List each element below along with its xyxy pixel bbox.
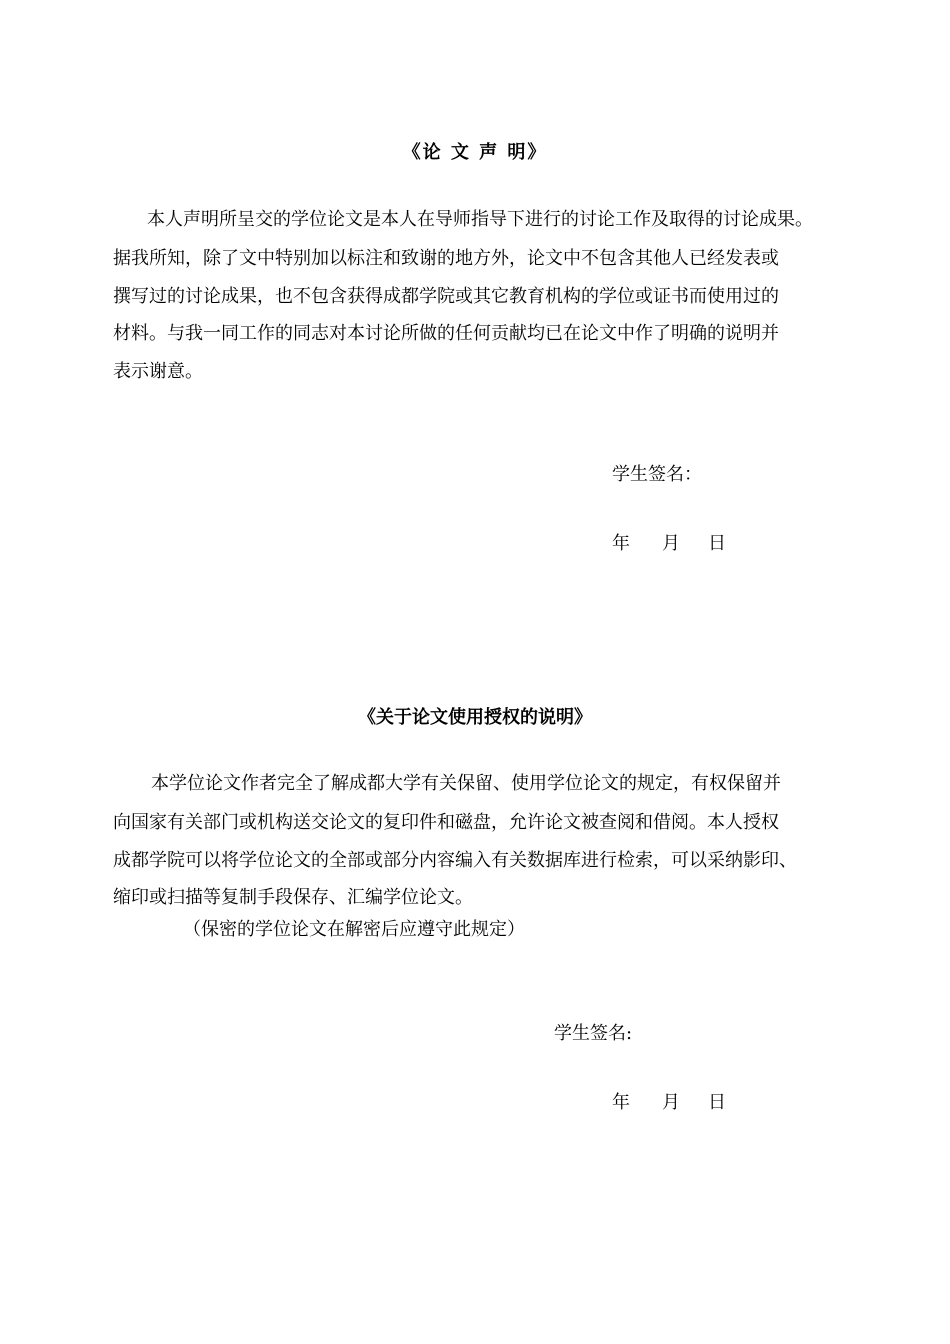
date-year: 年: [612, 533, 630, 554]
authorization-note: （保密的学位论文在解密后应遵守此规定）: [183, 919, 525, 940]
authorization-line-2: 向国家有关部门或机构送交论文的复印件和磁盘，允许论文被查阅和借阅。本人授权: [113, 812, 779, 833]
date-year: 年: [612, 1092, 630, 1113]
declaration-line-4: 材料。与我一同工作的同志对本讨论所做的任何贡献均已在论文中作了明确的说明并: [113, 323, 779, 344]
authorization-signature-label: 学生签名:: [554, 1023, 633, 1044]
declaration-signature-label: 学生签名：: [612, 464, 702, 485]
date-month: 月: [662, 533, 680, 554]
declaration-title: 《论 文 声 明》: [402, 142, 548, 163]
declaration-line-2: 据我所知，除了文中特别加以标注和致谢的地方外，论文中不包含其他人已经发表或: [113, 248, 779, 269]
authorization-title: 《关于论文使用授权的说明》: [358, 707, 592, 728]
authorization-date: [612, 1091, 726, 1115]
declaration-date: [612, 532, 726, 556]
authorization-line-1: 本学位论文作者完全了解成都大学有关保留、使用学位论文的规定，有权保留并: [151, 773, 781, 794]
date-day: 日: [708, 533, 726, 554]
declaration-line-5: 表示谢意。: [113, 361, 203, 382]
declaration-line-1: 本人声明所呈交的学位论文是本人在导师指导下进行的讨论工作及取得的讨论成果。: [147, 209, 813, 230]
declaration-line-3: 撰写过的讨论成果，也不包含获得成都学院或其它教育机构的学位或证书而使用过的: [113, 286, 779, 307]
authorization-line-3: 成都学院可以将学位论文的全部或部分内容编入有关数据库进行检索，可以采纳影印、: [113, 850, 797, 871]
date-month: 月: [662, 1092, 680, 1113]
authorization-line-4: 缩印或扫描等复制手段保存、汇编学位论文。: [113, 887, 473, 908]
date-day: 日: [708, 1092, 726, 1113]
